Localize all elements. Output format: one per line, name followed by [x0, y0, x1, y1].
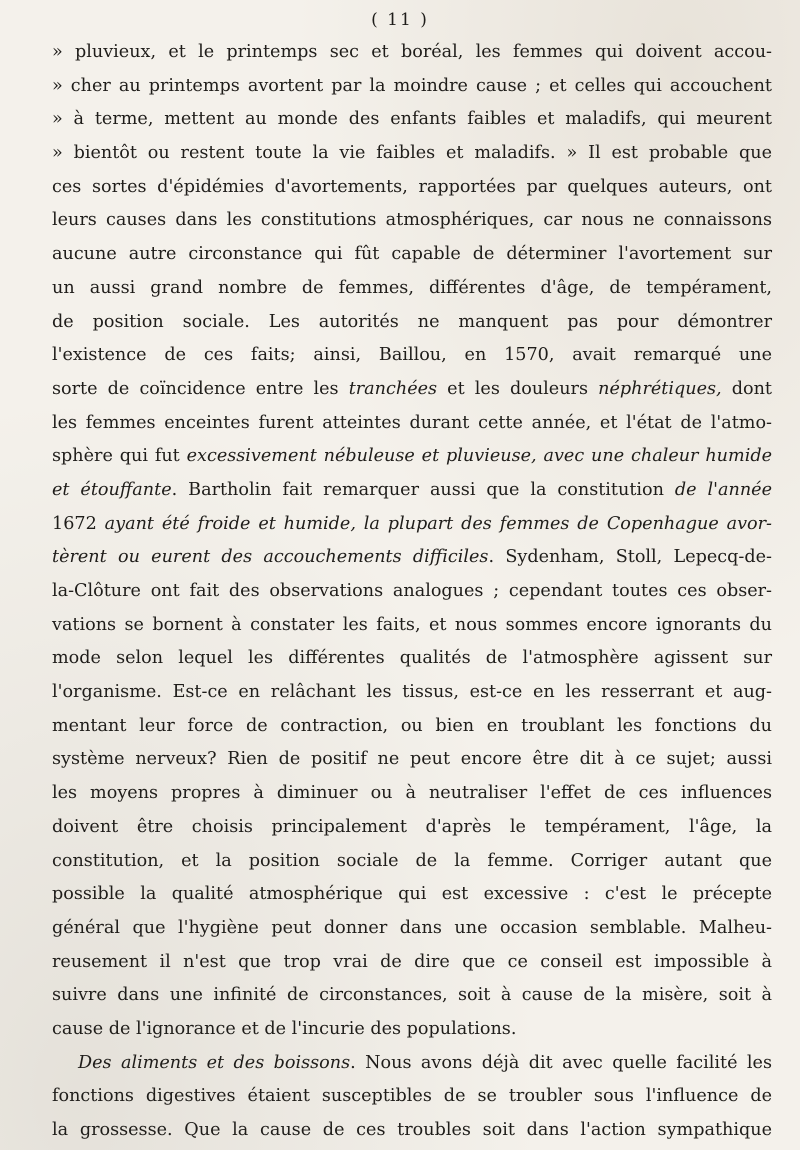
text-line [52, 946, 772, 980]
text-segment: . Nous avons déjà dit avec quelle facilité les [350, 1052, 772, 1073]
italic-text: excessivement nébuleuse et pluvieuse, avec une chaleur humide [186, 446, 772, 467]
text-segment: la-Clôture ont fait des observations analogues ; cependant toutes ces obser- [52, 581, 772, 601]
text-line [52, 238, 772, 272]
text-segment: mode selon lequel les différentes qualités de l'atmosphère agissent sur [52, 648, 772, 669]
text-segment: . Sydenham, Stoll, Lepecq-de- [488, 547, 772, 568]
text-segment: un aussi grand nombre de femmes, différentes d'âge, de tempérament, [52, 277, 772, 298]
text-line [52, 508, 772, 542]
text-line [52, 306, 772, 340]
text-segment: de position sociale. Les autorités ne manquent pas pour démontrer [52, 311, 772, 332]
text-line [52, 36, 772, 70]
italic-text: et étouffante [52, 479, 172, 500]
text-segment: constitution, et la position sociale de la femme. Corriger autant que [52, 850, 772, 871]
text-line [52, 373, 772, 407]
text-segment: reusement il n'est que trop vrai de dire que ce conseil est impossible à [52, 951, 772, 972]
text-line [52, 137, 772, 171]
text-line [52, 474, 772, 508]
text-line [52, 339, 772, 373]
text-line [52, 878, 772, 912]
body-text [52, 36, 772, 1148]
text-segment: sphère qui fut [52, 446, 187, 467]
text-segment: doivent être choisis principalement d'après le tempérament, l'âge, la [52, 816, 772, 837]
text-segment: suivre dans une infinité de circonstances, soit à cause de la misère, soit à [52, 985, 772, 1006]
text-line [52, 575, 772, 609]
text-line [52, 676, 772, 710]
text-segment: fonctions digestives étaient susceptibles de se troubler sous l'influence de [52, 1086, 772, 1107]
text-line [52, 272, 772, 306]
text-segment: aucune autre circonstance qui fût capable de déterminer l'avortement sur [52, 244, 772, 265]
text-line [52, 743, 772, 777]
text-line [52, 171, 772, 205]
text-segment: . Bartholin fait remarquer aussi que la constitution [171, 479, 675, 500]
text-segment: » pluvieux, et le printemps sec et boréal, les femmes qui doivent accou- [52, 42, 772, 62]
text-line [52, 1114, 772, 1148]
text-segment: sorte de coïncidence entre les [52, 378, 349, 399]
text-segment: système nerveux? Rien de positif ne peut encore être dit à ce sujet; aussi [52, 749, 772, 770]
text-line [52, 845, 772, 879]
text-segment: dont [721, 378, 772, 399]
text-line [52, 811, 772, 845]
italic-text: tèrent ou eurent des accouchements difficiles [52, 547, 489, 568]
text-segment: l'organisme. Est-ce en relâchant les tissus, est-ce en les resserrant et aug- [52, 682, 772, 703]
text-line [52, 440, 772, 474]
text-line [52, 642, 772, 676]
italic-text: tranchées [348, 378, 438, 399]
page-number: ( 11 ) [371, 10, 429, 30]
text-line [52, 103, 772, 137]
text-segment: » à terme, mettent au monde des enfants faibles et maladifs, qui meurent [52, 109, 772, 130]
text-line [52, 1013, 772, 1047]
text-segment: mentant leur force de contraction, ou bien en troublant les fonctions du [52, 715, 772, 736]
text-segment: leurs causes dans les constitutions atmosphériques, car nous ne connaissons [52, 210, 772, 231]
text-segment: les femmes enceintes furent atteintes durant cette année, et l'état de l'atmo- [52, 412, 772, 433]
italic-text: Des aliments et des boissons [78, 1052, 351, 1073]
text-segment: » cher au printemps avortent par la moindre cause ; et celles qui accouchent [52, 75, 772, 96]
italic-text: néphrétiques, [598, 378, 722, 399]
text-segment: » bientôt ou restent toute la vie faibles et maladifs. » Il est probable que [52, 143, 772, 164]
text-line [52, 204, 772, 238]
text-line [52, 710, 772, 744]
text-line [52, 541, 772, 575]
text-segment: ces sortes d'épidémies d'avortements, rapportées par quelques auteurs, ont [52, 176, 772, 197]
text-segment: et les douleurs [437, 378, 599, 399]
text-segment: vations se bornent à constater les faits, et nous sommes encore ignorants du [52, 614, 772, 635]
text-line [52, 1080, 772, 1114]
italic-text: ayant été froide et humide, la plupart des femmes de Copenhague avor- [104, 513, 772, 534]
text-line [52, 912, 772, 946]
text-line [52, 407, 772, 441]
text-line [52, 70, 772, 104]
italic-text: de l'année [674, 479, 772, 500]
text-line [52, 1047, 772, 1081]
text-line [52, 979, 772, 1013]
text-segment: 1672 [52, 513, 105, 534]
text-segment: général que l'hygiène peut donner dans une occasion semblable. Malheu- [52, 917, 772, 938]
text-segment: l'existence de ces faits; ainsi, Baillou, en 1570, avait remarqué une [52, 345, 772, 366]
text-segment: les moyens propres à diminuer ou à neutraliser l'effet de ces influences [52, 783, 772, 804]
text-segment: la grossesse. Que la cause de ces troubles soit dans l'action sympathique [52, 1120, 772, 1140]
text-segment: possible la qualité atmosphérique qui est excessive : c'est le précepte [52, 884, 772, 905]
text-segment: cause de l'ignorance et de l'incurie des populations. [52, 1018, 517, 1039]
text-line [52, 609, 772, 643]
text-line [52, 777, 772, 811]
